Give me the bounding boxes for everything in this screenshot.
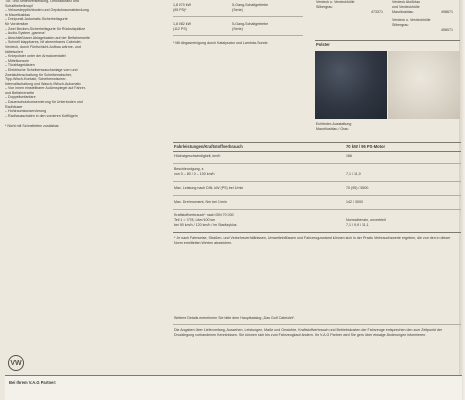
engine-gearbox-note: (Serie) [232, 8, 243, 12]
table-row-value: 70 (95) / 5500 [346, 186, 369, 190]
table-column-header: 70 kW / 95 PS-Motor [346, 144, 386, 149]
list-item: – Zwei Becken-Sicherheitsgurte für Rücksitzplätze [5, 26, 86, 31]
table-row-label: Höchstgeschwindigkeit, km/h [174, 154, 221, 158]
list-item: – Hohlraumkonservierung [5, 109, 47, 114]
list-item: – Türablagekästen [5, 63, 35, 68]
list-item: Intervallschaltung und Wasch-/Wisch-Automatic [5, 81, 81, 86]
dealer-label: Bei Ihrem V.A.G Partner: [9, 380, 57, 385]
table-row-label: Kraftstoffverbrauch* nach DIN 70 030 [174, 213, 234, 217]
colour-name: Verdeck u. Verdeckhülle [316, 0, 355, 4]
table-row-value: 7,1 / 9,9 / 11,1 [346, 223, 369, 227]
table-rule [173, 195, 461, 196]
list-item: Zweistufenschaltung für Scheibenwischer, [5, 72, 72, 77]
list-item: – Radhausschalen in den vorderen Kotflügeln [5, 113, 78, 118]
colour-code: 498071 [441, 28, 453, 32]
list-item: – Abschließbarer Ablagekasten auf der Beifahrerseite [5, 35, 90, 40]
table-row-value: Normalbenzin, unverbleit [346, 218, 386, 222]
list-item: – Dreipunkt-Automatic-Sicherheitsgurte [5, 17, 68, 22]
list-item: und Beifahrerseite [5, 90, 35, 95]
list-item: – Mittelkonsole [5, 58, 29, 63]
table-bottom-rule [173, 232, 461, 233]
list-item: Verdeck, durch Fünfschicht-Aufbau wärme- und [5, 44, 81, 49]
colour-name: Verdeck Atoßblau [392, 0, 421, 4]
divider [173, 35, 303, 36]
engine-gearbox: 5-Gang-Schaltgetriebe [232, 22, 269, 26]
table-row-label: Max. Drehmoment, Nm bei 1/min [174, 200, 227, 204]
table-row-label: Beschleunigung, s [174, 167, 204, 171]
table-title: Fahrleistungen/Kraftstoffverbrauch [174, 144, 243, 149]
colour-name: Verdeck u. Verdeckhülle [392, 18, 431, 22]
table-row-label: von 0 – 80 / 0 – 100 km/h [174, 172, 215, 176]
list-item: kälteisoliert [5, 49, 23, 54]
colour-name: Mauritiusblau [392, 10, 414, 14]
leather-swatch-grey [388, 51, 460, 119]
colour-name: Silbergrau [316, 5, 333, 9]
table-rule [173, 209, 461, 210]
list-item: Radhäuser [5, 104, 23, 109]
table-header-rule [173, 151, 461, 152]
table-row-value: 142 / 3000 [346, 200, 363, 204]
engine-power-ps: (95 PS)* [173, 8, 187, 12]
list-item: – Kniepolster unter der Armaturentafel [5, 54, 66, 59]
engine-power-ps: (112 PS) [173, 27, 187, 31]
colour-code: 473371 [371, 10, 383, 14]
divider [173, 324, 461, 325]
table-rule [173, 181, 461, 182]
list-item: Tipp-Wisch-Kontakt, Scheibenwischer- [5, 77, 67, 82]
engine-gearbox-note: (Serie) [232, 27, 243, 31]
table-row-value: 166 [346, 154, 352, 158]
leather-swatch-blue [315, 51, 387, 119]
table-rule [173, 163, 461, 164]
divider [315, 40, 460, 41]
table-row-label: Max. Leistung nach DIN, kW (PS) bei 1/min [174, 186, 244, 190]
colour-name: und Verdeckhülle [392, 5, 420, 9]
vw-logo-text: VW [10, 359, 22, 367]
table-row-label: Teil 1 = 7/78, Liter/100 km [174, 218, 216, 222]
engine-power: 1,8 l/70 kW [173, 3, 191, 7]
disclaimer: Die Angaben über Lieferumfang, Aussehen, Leistungen, Maße und Gewichte, Kraftstoffverbrauch und Betriebskosten der Fahrzeuge entsprechen den zum Zeitpunkt der Drucklegung vorhandenen Kenntnissen. Sie können sich bis zum Fahrzeugkauf ändern. Ihr V.A.G Partner wird Sie gern über etwaige Änderungen informieren. [174, 328, 443, 337]
equipment-list [5, 0, 155, 129]
table-footnote: * Je nach Fahrweise, Straßen- und Verkehrsverhältnissen, Umwelteinflüssen und Fahrzeugzustand können sich in der Praxis Verbrauchswerte ergeben, die von den in dieser Norm ermittelten Werten abweichen. [174, 236, 451, 245]
polster-heading: Polster [316, 42, 330, 47]
engine-power: 1,8 l/82 kW [173, 22, 191, 26]
polster-caption: Echtleder-Ausstattung [316, 122, 352, 126]
vw-logo [8, 355, 24, 371]
table-row-label: bei 90 km/h / 120 km/h / im Stadtzyklus [174, 223, 237, 227]
table-row-value: 7,1 / 11,0 [346, 172, 361, 176]
list-item: Tür- und Seitenverkleidung, Lenkradkranz und [5, 0, 79, 3]
list-item: Schalthebelknopf [5, 3, 33, 8]
list-item: – Von innen einstellbarer Außenspiegel auf Fahrer- [5, 86, 87, 91]
list-item: – Doppeltonfanfare [5, 95, 36, 100]
polster-caption: Mauritiusblau / Grau [316, 127, 349, 131]
catalog-note: Weitere Details entnehmen Sie bitte dem Hauptkatalog „Das Golf Cabriolet“. [174, 316, 296, 320]
list-item: für Vordersitze [5, 21, 29, 26]
list-item: – Audio-System „gamma“ [5, 31, 46, 36]
table-top-rule [173, 142, 461, 143]
list-item: – Velourstepptichboden und Gepäckraumabdeckung [5, 8, 89, 13]
colour-name: Silbergrau [392, 23, 409, 27]
engine-gearbox: 5-Gang-Schaltgetriebe [232, 3, 269, 7]
left-footnote: * Nicht mit Schnelletten zusätzbar. [5, 124, 60, 129]
mid-footnote: * Mit Abgasreinigung durch Katalysator und Lambda-Sonde. [173, 41, 269, 45]
list-item: – Elektrische Scheibenwaschanlage vorn und [5, 67, 78, 72]
colour-code: 498671 [441, 10, 453, 14]
divider [173, 16, 303, 17]
list-item: – Schnell klappbares, hif abeembares Cabriolet- [5, 40, 82, 45]
list-item: – Dauerschutzkonservierung für Unterboden und [5, 100, 83, 105]
list-item: in Mauritiusblau [5, 12, 31, 17]
dealer-stamp-area [5, 375, 462, 400]
